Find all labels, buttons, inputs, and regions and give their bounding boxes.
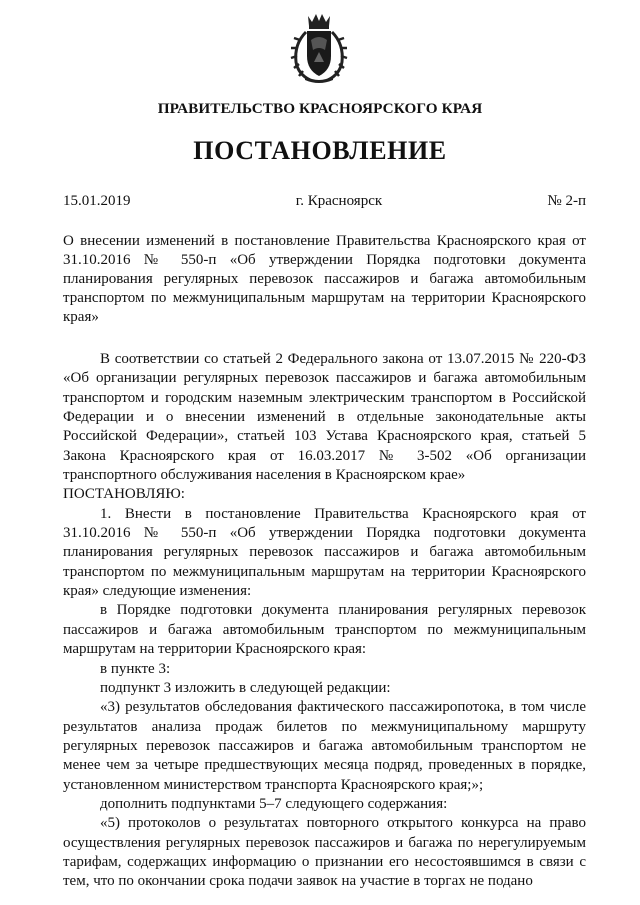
preamble-paragraph: В соответствии со статьей 2 Федерального закона от 13.07.2015 № 220-ФЗ «Об организации регулярных перевозок пассажиров и багажа автомобильным транспортом и городским наземным электрическим транспортом в Российской Федерации и о внесении изменений в отдельные законодательные акты Российской Федерации», статьей 103 Устава Красноярского края, статьей 5 Закона Красноярского края от 16.03.2017 № 3-502 «Об организации транспортного обслуживания населения в Красноярском крае» xyxy=(63,351,586,484)
krasnoyarsk-coat-of-arms-icon xyxy=(288,10,350,84)
document-body xyxy=(63,350,586,892)
document-date: 15.01.2019 xyxy=(63,193,131,209)
document-title: О внесении изменений в постановление Правительства Красноярского края от 31.10.2016 № 550-п «Об утверждении Порядка подготовки документа планирования регулярных перевозок пассажиров и багажа автомобильным транспортом по межмуниципальным маршрутам на территории Красноярского края» xyxy=(63,233,586,325)
order-paragraph: в Порядке подготовки документа планирования регулярных перевозок пассажиров и багажа автомобильным транспортом по межмуниципальным маршрутам на территории Красноярского края: xyxy=(63,602,586,658)
subpoint-5-text-paragraph: «5) протоколов о результатах повторного открытого конкурса на право осуществления регулярных перевозок пассажиров и багажа по нерегулируемым тарифам, содержащих информацию о признании его несостоявшимся в связи с тем, что по окончании срока подачи заявок на участие в торгах не подано xyxy=(63,815,586,890)
point-3-paragraph: в пункте 3: xyxy=(100,660,171,677)
document-number: № 2-п xyxy=(547,193,586,209)
subpoint-3-intro-paragraph: подпункт 3 изложить в следующей редакции: xyxy=(100,679,391,696)
subpoint-3-text-paragraph: «3) результатов обследования фактического пассажиропотока, в том числе результатов анализа продаж билетов по межмуниципальному маршруту регулярных перевозок пассажиров и багажа автомобильным транспортом не менее чем за четыре предшествующих месяца подряд, проведенных в порядке, установленном министерством транспорта Красноярского края;»; xyxy=(63,699,586,793)
organization-title: ПРАВИТЕЛЬСТВО КРАСНОЯРСКОГО КРАЯ xyxy=(157,100,483,117)
document-type-heading: ПОСТАНОВЛЕНИЕ xyxy=(193,136,447,165)
decree-word: ПОСТАНОВЛЯЮ: xyxy=(63,486,185,503)
document-meta-row xyxy=(63,193,586,210)
item-1-paragraph: 1. Внести в постановление Правительства Красноярского края от 31.10.2016 № 550-п «Об утверждении Порядка подготовки документа планирования регулярных перевозок пассажиров и багажа автомобильным транспортом по межмуниципальным маршрутам на территории Красноярского края» следующие изменения: xyxy=(63,505,586,600)
add-subpoints-paragraph: дополнить подпунктами 5–7 следующего содержания: xyxy=(100,795,448,812)
document-city: г. Красноярск xyxy=(295,193,383,209)
